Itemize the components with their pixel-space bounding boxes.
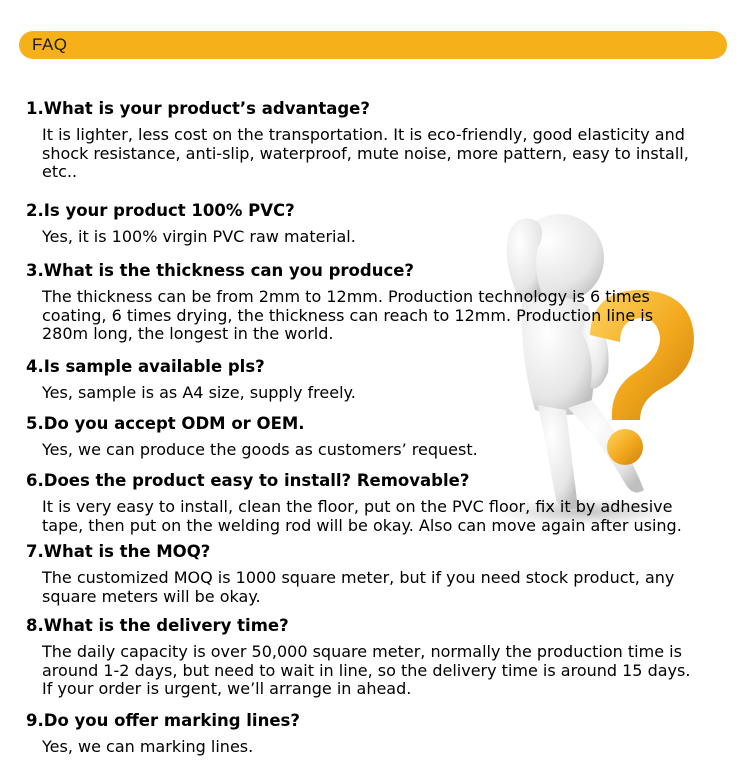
faq-answer: The customized MOQ is 1000 square meter, but if you need stock product, any square meters will be okay. — [42, 568, 675, 606]
faq-question: 6.Does the product easy to install? Removable? — [26, 471, 470, 490]
faq-answer: Yes, we can marking lines. — [42, 737, 254, 756]
faq-answer: Yes, sample is as A4 size, supply freely. — [42, 383, 356, 402]
faq-answer: The daily capacity is over 50,000 square meter, normally the production time is around 1-2 days, but need to wait in line, so the delivery time is around 15 days. If your order is urgent, we’ll arrange in ahead. — [42, 642, 691, 698]
faq-item — [26, 357, 746, 403]
faq-question: 5.Do you accept ODM or OEM. — [26, 414, 305, 433]
faq-item — [26, 261, 746, 344]
faq-title: FAQ — [32, 35, 68, 54]
faq-answer: Yes, we can produce the goods as customers’ request. — [42, 440, 478, 459]
faq-question: 8.What is the delivery time? — [26, 616, 289, 635]
faq-answer: It is lighter, less cost on the transportation. It is eco-friendly, good elasticity and shock resistance, anti-slip, waterproof, mute noise, more pattern, easy to install, etc.. — [42, 125, 689, 181]
faq-question: 7.What is the MOQ? — [26, 542, 211, 561]
faq-item — [26, 542, 746, 606]
faq-answer: The thickness can be from 2mm to 12mm. Production technology is 6 times coating, 6 times drying, the thickness can reach to 12mm. Production line is 280m long, the longest in the world. — [42, 287, 654, 343]
faq-answer: Yes, it is 100% virgin PVC raw material. — [42, 227, 356, 246]
faq-question: 1.What is your product’s advantage? — [26, 99, 370, 118]
faq-question: 3.What is the thickness can you produce? — [26, 261, 414, 280]
faq-answer: It is very easy to install, clean the floor, put on the PVC floor, fix it by adhesive tape, then put on the welding rod will be okay. Also can move again after using. — [42, 497, 682, 535]
faq-question: 2.Is your product 100% PVC? — [26, 201, 295, 220]
faq-item — [26, 414, 746, 460]
faq-item — [26, 99, 746, 182]
faq-question: 4.Is sample available pls? — [26, 357, 265, 376]
faq-item — [26, 711, 746, 757]
faq-item — [26, 471, 746, 535]
faq-item — [26, 201, 746, 247]
faq-item — [26, 616, 746, 699]
faq-question: 9.Do you offer marking lines? — [26, 711, 300, 730]
